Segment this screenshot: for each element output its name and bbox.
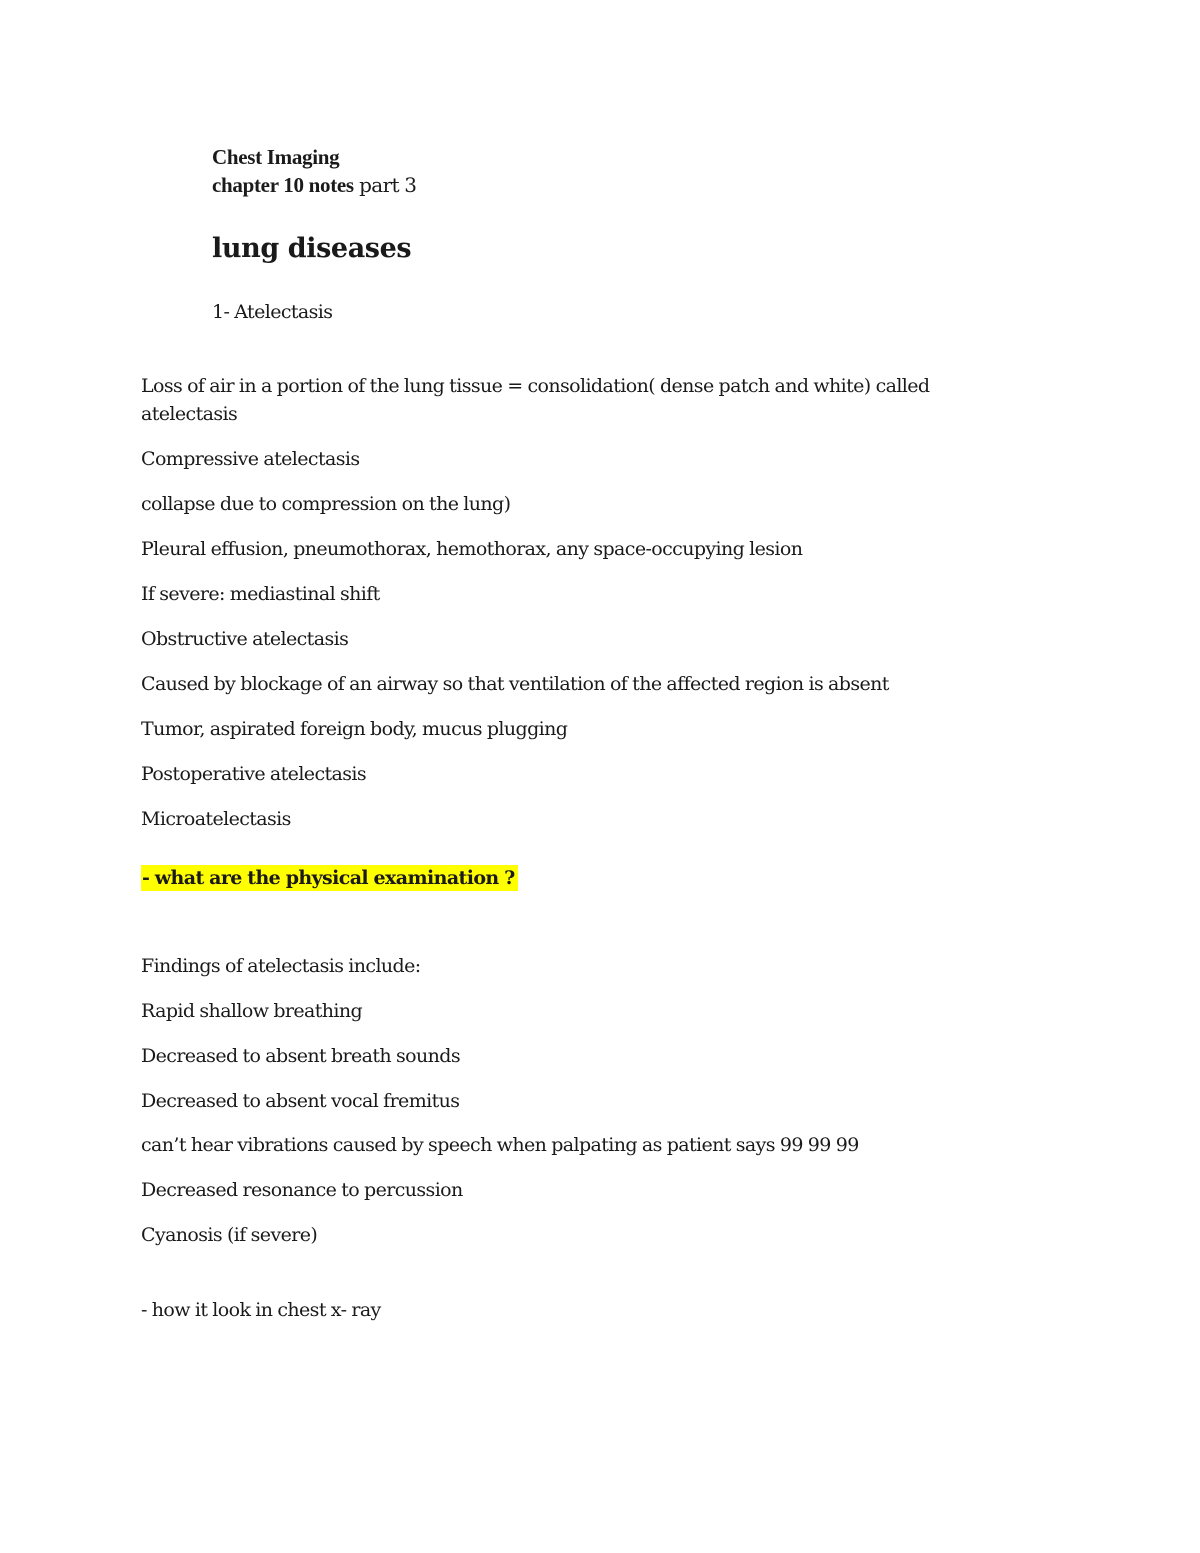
question-line bbox=[141, 864, 518, 891]
paragraph-line: atelectasis bbox=[141, 403, 238, 425]
section-item: 1- Atelectasis bbox=[212, 301, 333, 323]
findings-line: Decreased to absent breath sounds bbox=[141, 1045, 460, 1067]
section-heading: lung diseases bbox=[212, 233, 412, 264]
subtitle-rest: part 3 bbox=[353, 173, 417, 197]
findings-line: Decreased to absent vocal fremitus bbox=[141, 1090, 460, 1112]
paragraph-line: Postoperative atelectasis bbox=[141, 763, 367, 785]
paragraph-line: Compressive atelectasis bbox=[141, 448, 360, 470]
paragraph-line: Caused by blockage of an airway so that ventilation of the affected region is absent bbox=[141, 673, 889, 695]
document-title: Chest Imaging bbox=[212, 145, 340, 169]
paragraph-line: Tumor, aspirated foreign body, mucus plugging bbox=[141, 718, 568, 740]
subtitle-bold: chapter 10 notes bbox=[212, 173, 354, 197]
paragraph-line: collapse due to compression on the lung) bbox=[141, 493, 511, 515]
findings-line: Cyanosis (if severe) bbox=[141, 1224, 318, 1246]
closing-line: - how it look in chest x- ray bbox=[141, 1299, 381, 1321]
paragraph-line: Pleural effusion, pneumothorax, hemothorax, any space-occupying lesion bbox=[141, 538, 803, 560]
paragraph-line: Loss of air in a portion of the lung tissue = consolidation( dense patch and white) called bbox=[141, 375, 930, 397]
findings-line: Findings of atelectasis include: bbox=[141, 955, 421, 977]
findings-line: Decreased resonance to percussion bbox=[141, 1179, 463, 1201]
highlighted-question: - what are the physical examination ? bbox=[141, 865, 518, 891]
findings-line: can’t hear vibrations caused by speech when palpating as patient says 99 99 99 bbox=[141, 1134, 859, 1156]
paragraph-line: Microatelectasis bbox=[141, 808, 291, 830]
paragraph-line: Obstructive atelectasis bbox=[141, 628, 349, 650]
document-subtitle bbox=[212, 172, 416, 198]
paragraph-line: If severe: mediastinal shift bbox=[141, 583, 380, 605]
findings-line: Rapid shallow breathing bbox=[141, 1000, 363, 1022]
